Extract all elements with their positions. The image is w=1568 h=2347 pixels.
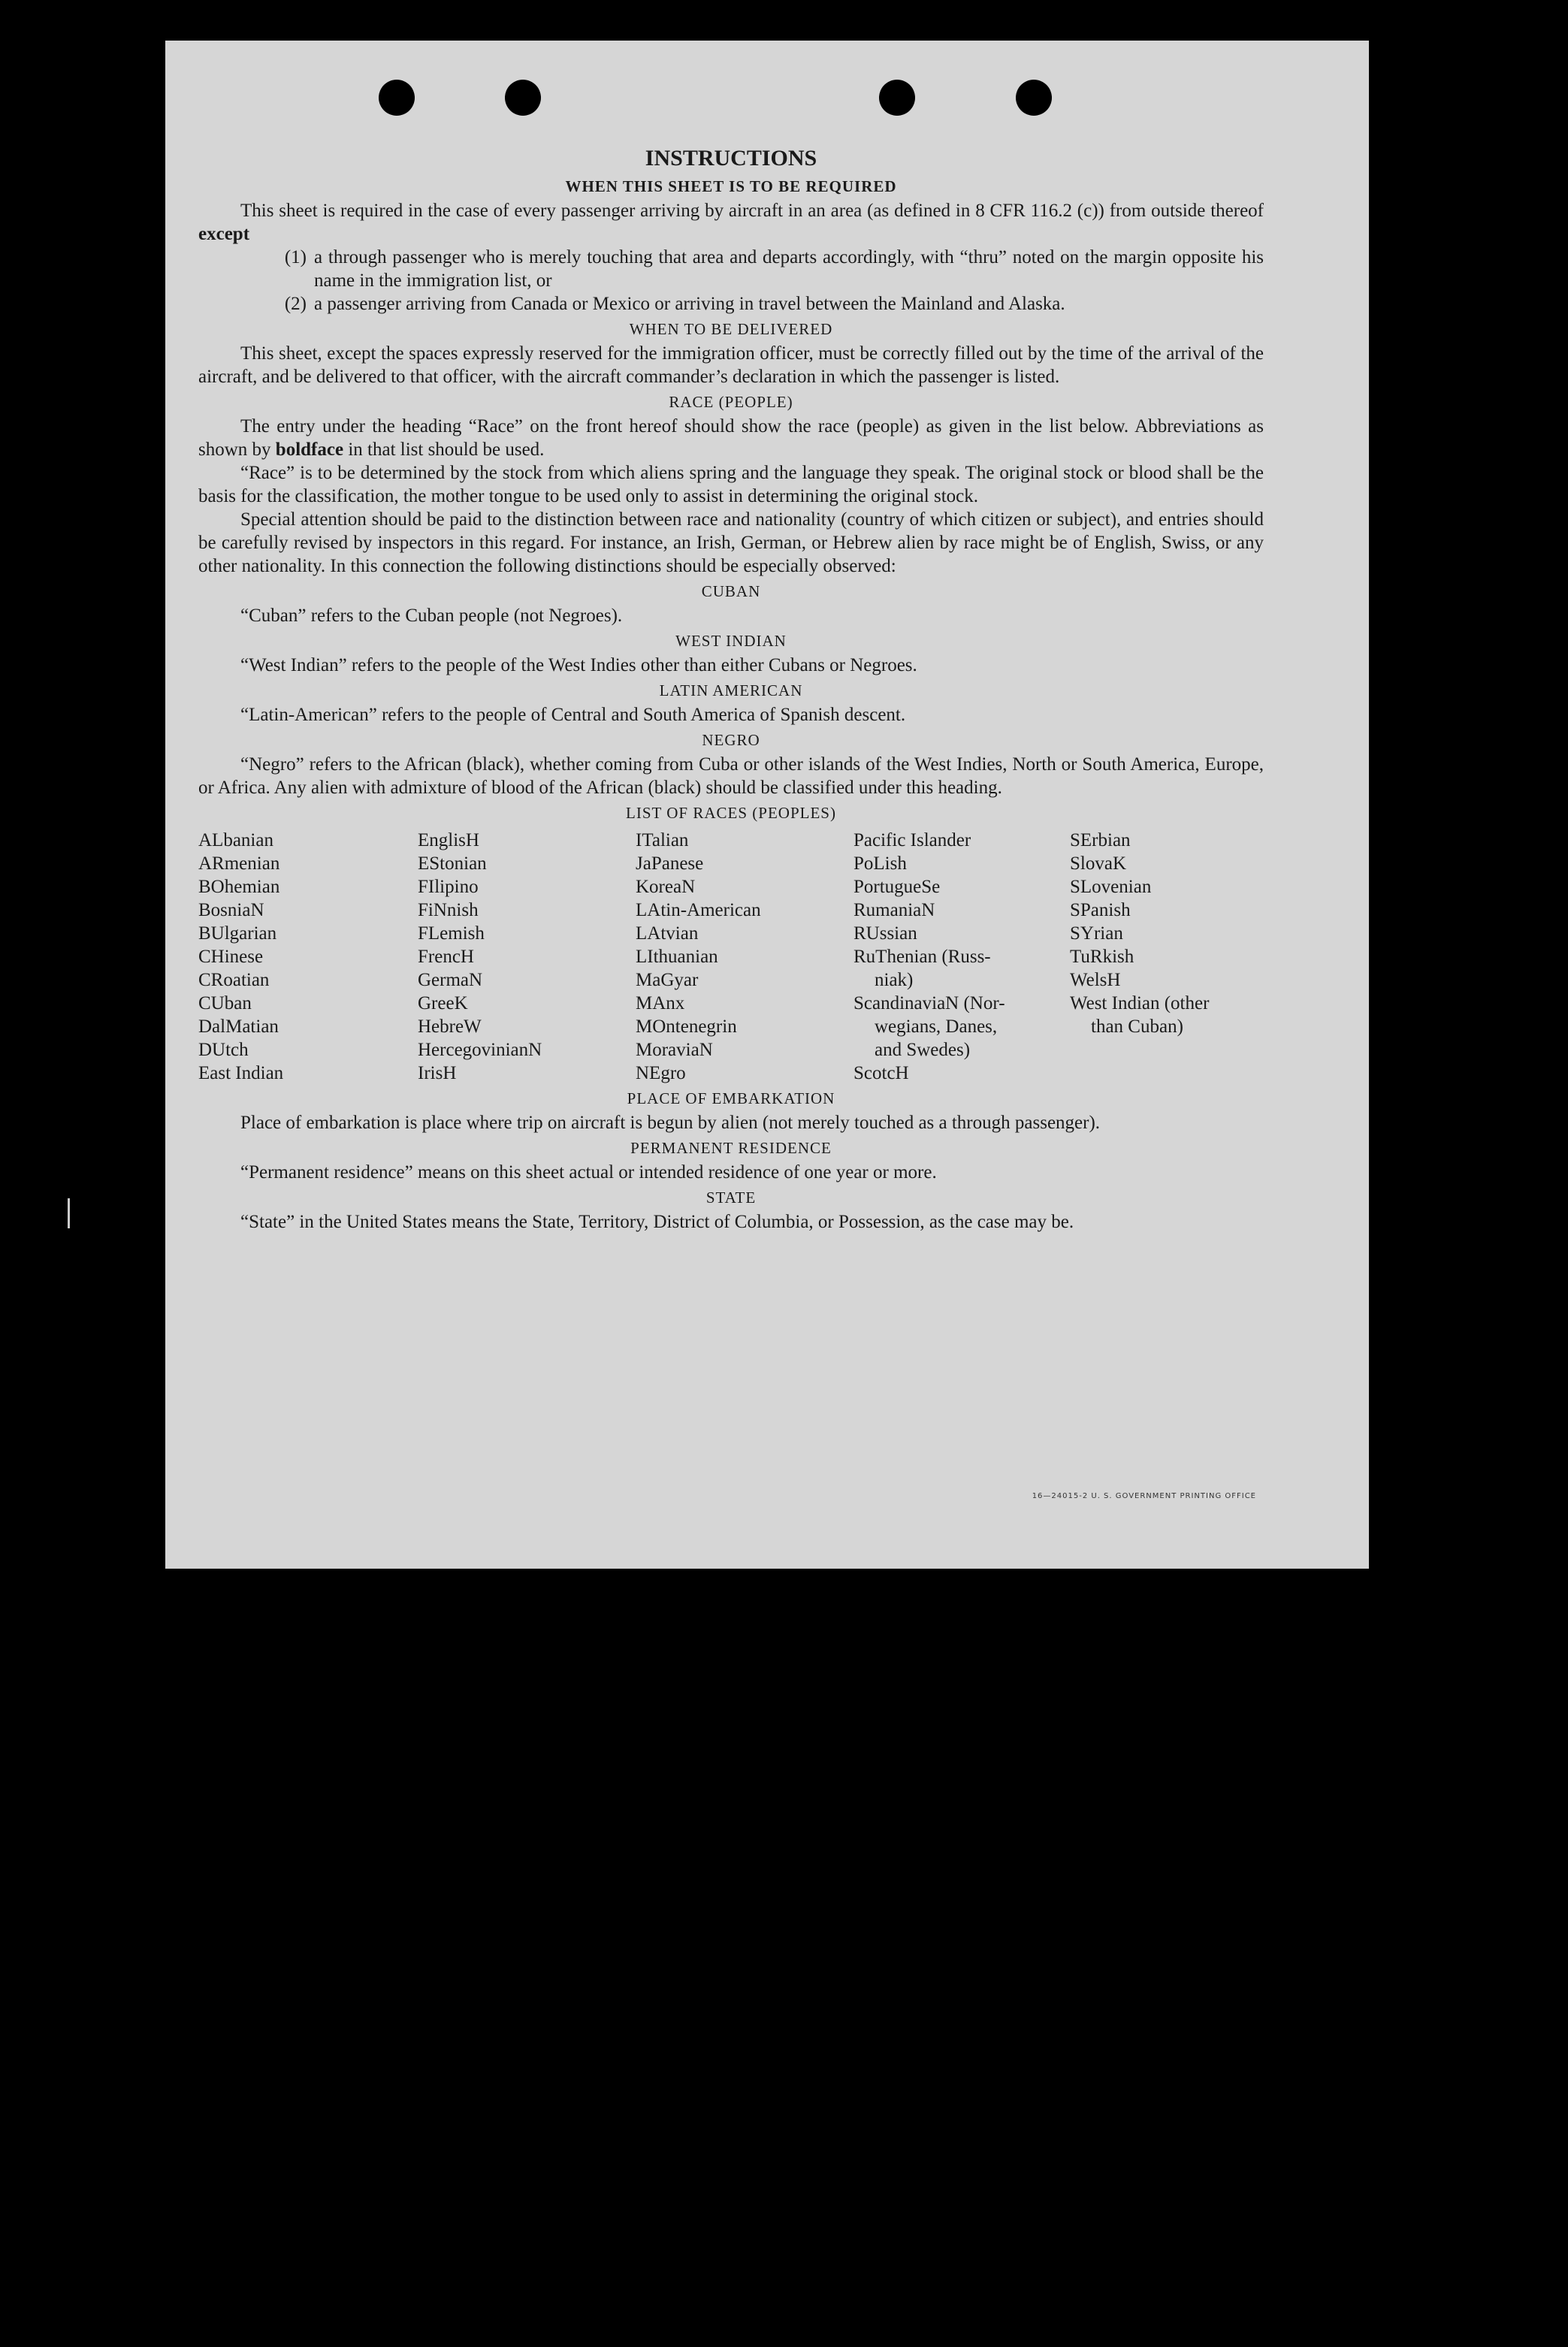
race-entry: EnglisH bbox=[418, 830, 479, 850]
race-entry: SErbian bbox=[1070, 830, 1131, 850]
race-entry: niak) bbox=[875, 970, 914, 990]
paragraph-text: This sheet is required in the case of every passenger arriving by aircraft in an area (as defined in 8 CFR 116.2 (c)) from outside thereof bbox=[240, 201, 1264, 221]
race-entry: SYrian bbox=[1070, 923, 1123, 944]
race-entry: than Cuban) bbox=[1091, 1016, 1183, 1037]
race-entry: FLemish bbox=[418, 923, 485, 944]
race-entry: and Swedes) bbox=[875, 1040, 971, 1060]
race-entry: DUtch bbox=[198, 1040, 249, 1060]
section-heading: WHEN THIS SHEET IS TO BE REQUIRED bbox=[565, 177, 897, 195]
item-text: a through passenger who is merely touching that area and departs accordingly, with “thru” noted on the margin opposite his name in the immigration list, or bbox=[314, 247, 1264, 291]
race-entry: CHinese bbox=[198, 947, 264, 967]
race-entry: East Indian bbox=[198, 1063, 284, 1083]
race-entry: LAtin-American bbox=[636, 900, 761, 920]
paragraph bbox=[198, 199, 1264, 246]
printer-imprint: 16—24015-2 U. S. GOVERNMENT PRINTING OFFICE bbox=[1032, 1492, 1256, 1500]
race-entry: DalMatian bbox=[198, 1016, 279, 1037]
section-heading: PERMANENT RESIDENCE bbox=[630, 1139, 832, 1157]
race-entry: LIthuanian bbox=[636, 947, 718, 967]
race-list bbox=[198, 829, 1264, 1085]
section-heading: STATE bbox=[705, 1189, 757, 1207]
section-heading: WEST INDIAN bbox=[675, 632, 787, 650]
race-column bbox=[198, 829, 418, 1085]
paragraph: “Latin-American” refers to the people of Central and South America of Spanish descent. bbox=[240, 705, 906, 725]
paragraph-text: The entry under the heading “Race” on the front hereof should show the race (people) as given in the list below. Abbreviations as shown by bbox=[198, 416, 1264, 460]
race-entry: EStonian bbox=[418, 853, 487, 874]
race-entry: wegians, Danes, bbox=[875, 1016, 998, 1037]
paragraph: “West Indian” refers to the people of the West Indies other than either Cubans or Negroes. bbox=[240, 655, 917, 675]
paragraph: “Permanent residence” means on this sheet actual or intended residence of one year or more. bbox=[240, 1162, 937, 1183]
race-entry: SLovenian bbox=[1070, 877, 1152, 897]
race-entry: ScandinaviaN (Nor- bbox=[853, 993, 1005, 1013]
race-entry: NEgro bbox=[636, 1063, 686, 1083]
race-entry: ARmenian bbox=[198, 853, 280, 874]
section-heading: WHEN TO BE DELIVERED bbox=[629, 320, 833, 338]
race-entry: GreeK bbox=[418, 993, 468, 1013]
race-column bbox=[418, 829, 636, 1085]
race-entry: SlovaK bbox=[1070, 853, 1126, 874]
punch-hole bbox=[879, 80, 915, 116]
race-entry: Pacific Islander bbox=[853, 830, 971, 850]
race-entry: PortugueSe bbox=[853, 877, 941, 897]
race-entry: TuRkish bbox=[1070, 947, 1134, 967]
race-entry: BOhemian bbox=[198, 877, 280, 897]
race-entry: HercegovinianN bbox=[418, 1040, 542, 1060]
section-heading: NEGRO bbox=[702, 731, 760, 749]
race-entry: WelsH bbox=[1070, 970, 1121, 990]
instructions-body bbox=[198, 146, 1264, 1234]
paragraph-text: in that list should be used. bbox=[348, 439, 545, 460]
punch-hole bbox=[379, 80, 415, 116]
race-entry: LAtvian bbox=[636, 923, 699, 944]
race-entry: FrencH bbox=[418, 947, 474, 967]
race-entry: FiNnish bbox=[418, 900, 479, 920]
bold-text: boldface bbox=[275, 439, 344, 460]
race-entry: ALbanian bbox=[198, 830, 273, 850]
paragraph: “Race” is to be determined by the stock from which aliens spring and the language they speak. The original stock or blood shall be the basis for the classification, the mother tongue to be used only to assist in determining the original stock. bbox=[198, 463, 1264, 506]
race-column bbox=[636, 829, 853, 1085]
race-entry: West Indian (other bbox=[1070, 993, 1210, 1013]
paragraph: “Negro” refers to the African (black), whether coming from Cuba or other islands of the West Indies, North or South America, Europe, or Africa. Any alien with admixture of blood of the African (black) should be classified under this heading. bbox=[198, 754, 1264, 798]
race-entry: PoLish bbox=[853, 853, 907, 874]
race-entry: CRoatian bbox=[198, 970, 270, 990]
race-entry: IrisH bbox=[418, 1063, 457, 1083]
paragraph: “Cuban” refers to the Cuban people (not Negroes). bbox=[240, 606, 623, 626]
paragraph: Special attention should be paid to the distinction between race and nationality (country of which citizen or subject), and entries should be carefully revised by inspectors in this regard. For instance, an Irish, German, or Hebrew alien by race might be of English, Swiss, or any other nationality. In this connection the following distinctions should be especially observed: bbox=[198, 509, 1264, 576]
section-heading: RACE (PEOPLE) bbox=[669, 393, 793, 411]
section-heading: PLACE OF EMBARKATION bbox=[627, 1089, 835, 1107]
item-number: (2) bbox=[284, 294, 307, 314]
race-entry: BUlgarian bbox=[198, 923, 277, 944]
scan-mark bbox=[68, 1198, 70, 1228]
race-entry: JaPanese bbox=[636, 853, 704, 874]
race-entry: MoraviaN bbox=[636, 1040, 713, 1060]
punch-hole bbox=[1016, 80, 1052, 116]
race-column bbox=[853, 829, 1070, 1085]
race-entry: FIlipino bbox=[418, 877, 479, 897]
race-entry: MOntenegrin bbox=[636, 1016, 737, 1037]
race-entry: GermaN bbox=[418, 970, 483, 990]
item-text: a passenger arriving from Canada or Mexico or arriving in travel between the Mainland and Alaska. bbox=[314, 294, 1065, 314]
race-entry: KoreaN bbox=[636, 877, 696, 897]
page-title: INSTRUCTIONS bbox=[645, 146, 817, 171]
race-entry: BosniaN bbox=[198, 900, 264, 920]
race-column bbox=[1070, 829, 1264, 1085]
section-heading: LATIN AMERICAN bbox=[659, 681, 803, 699]
race-entry: RUssian bbox=[853, 923, 917, 944]
document-sheet bbox=[165, 41, 1369, 1569]
race-entry: HebreW bbox=[418, 1016, 482, 1037]
punch-hole bbox=[505, 80, 541, 116]
race-entry: MaGyar bbox=[636, 970, 699, 990]
race-entry: ITalian bbox=[636, 830, 689, 850]
race-entry: SPanish bbox=[1070, 900, 1131, 920]
section-heading: LIST OF RACES (PEOPLES) bbox=[626, 804, 836, 822]
bold-text: except bbox=[198, 224, 250, 244]
list-item bbox=[198, 246, 1264, 292]
section-heading: CUBAN bbox=[701, 582, 761, 600]
item-number: (1) bbox=[284, 247, 307, 267]
paragraph bbox=[198, 415, 1264, 461]
paragraph: Place of embarkation is place where trip on aircraft is begun by alien (not merely touched as a through passenger). bbox=[240, 1113, 1101, 1133]
list-item bbox=[198, 292, 1264, 316]
race-entry: CUban bbox=[198, 993, 252, 1013]
race-entry: ScotcH bbox=[853, 1063, 909, 1083]
paragraph: “State” in the United States means the State, Territory, District of Columbia, or Possession, as the case may be. bbox=[240, 1212, 1074, 1232]
race-entry: RuThenian (Russ- bbox=[853, 947, 991, 967]
paragraph: This sheet, except the spaces expressly reserved for the immigration officer, must be correctly filled out by the time of the arrival of the aircraft, and be delivered to that officer, with the aircraft commander’s declaration in which the passenger is listed. bbox=[198, 343, 1264, 387]
race-entry: RumaniaN bbox=[853, 900, 935, 920]
race-entry: MAnx bbox=[636, 993, 685, 1013]
